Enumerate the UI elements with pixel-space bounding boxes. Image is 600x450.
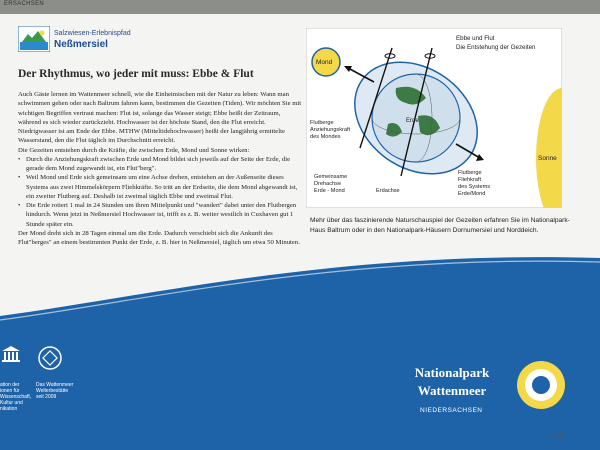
world-heritage-text: Das Wattenmeer Welterbestätte seit 2009 [36,382,74,400]
svg-text:des Mondes: des Mondes [310,134,341,140]
svg-text:Drehachse: Drehachse [314,181,342,187]
list-item: • Die Erde rotiert 1 mal in 24 Stunden um ihren Mittelpunkt und "wandert" dabei unter den Flutbergen hindurch. Wenn jetzt in Neßmersiel Hochwasser ist, trifft es z. B. weiter westlich in Cuxhaven gut 1 Stunde später ein. [26,201,303,229]
erdachse-label: Erdachse [376,188,400,194]
intro-paragraph: Auch Gäste lernen im Wattenmeer schnell, wie die Einheimischen mit der Natur zu leben: Wann man schwimmen gehen oder nach Baltrum fahren kann, bestimmen die Gezeiten (Tiden). Wir möchten Sie mit wichtigen Begriffen vertraut machen: Flut ist, solange das Wasser steigt; Ebbe heißt der Zeitraum, während es sich wieder zurückzieht. Hochwasser ist der höchste Stand, den die Flut erreicht. Niedrigwasser ist am Ende der Ebbe. MTHW (Mitteltidehochwasser) heißt der langjährig ermittelte Wasserstand, den die Flut täglich im Durchschnitt erreicht. [18,91,302,145]
national-park-title: Nationalpark Wattenmeer [414,365,490,398]
svg-text:Gemeinsame: Gemeinsame [314,174,348,180]
unesco-temple-icon [2,346,20,362]
svg-text:Flutberge: Flutberge [458,170,482,176]
erde-label: Erde [406,118,419,124]
lead-paragraph: Die Gezeiten entstehen durch die Kräfte, die zwischen Erde, Mond und Sonne wirken: [18,146,250,154]
outro-paragraph: Der Mond dreht sich in 28 Tagen einmal um die Erde. Dadurch verschiebt sich die Ankunft des Flut"berges" an einem bestimmten Punkt der Erde, z. B. hier in Neßmersiel, täglich um etwa 50 Minuten. [18,229,300,246]
unesco-text: ation der ionen für Wissenschaft, Kultur und nikation [0,382,32,412]
svg-text:Erde/Mond: Erde/Mond [458,191,486,197]
trail-location: Neßmersiel [54,39,108,50]
svg-text:Fliehkraft: Fliehkraft [458,177,482,183]
state-name: NIEDERSACHSEN [420,407,483,414]
world-heritage-icon [38,346,62,370]
diagram-caption: Mehr über das faszinierende Naturschauspiel der Gezeiten erfahren Sie im Nationalpark-Haus Baltrum oder in den Nationalpark-Häusern Dornumersiel und Norddeich. [310,217,570,234]
svg-text:Flutberge: Flutberge [310,120,334,126]
mond-label: Mond [316,59,333,66]
list-item: • Durch die Anziehungskraft zwischen Erde und Mond bildet sich jeweils auf der Seite der Erde, die gerade dem Mond zugewandt ist, ein Flut"berg". [26,155,303,174]
national-park-logo [516,360,566,410]
svg-text:des Systems: des Systems [458,184,491,190]
diagram-subtitle: Die Entstehung der Gezeiten [456,44,536,51]
trail-subtitle: Salzwiesen-Erlebnispfad [54,30,131,37]
rim-text: ERSACHSEN [4,1,45,7]
list-item: • Weil Mond und Erde sich gemeinsam um eine Achse drehen, entstehen an der Außenseite dieses Systems aus zwei Himmelskörpern Fliehkräfte. So tritt an der Erdseite, die dem Mond abgewandt ist, ein zweiter Flutberg auf. Deshalb ist zweimal täglich Ebbe und zweimal Flut. [26,173,303,201]
sonne-label: Sonne [538,155,557,162]
sign-headline: Der Rhythmus, wo jeder mit muss: Ebbe & Flut [18,68,254,80]
sign-code: SWN7 [552,434,567,440]
svg-text:Erde - Mond: Erde - Mond [314,188,345,194]
diagram-title: Ebbe und Flut [456,35,495,42]
svg-text:Anziehungskraft: Anziehungskraft [310,127,351,133]
